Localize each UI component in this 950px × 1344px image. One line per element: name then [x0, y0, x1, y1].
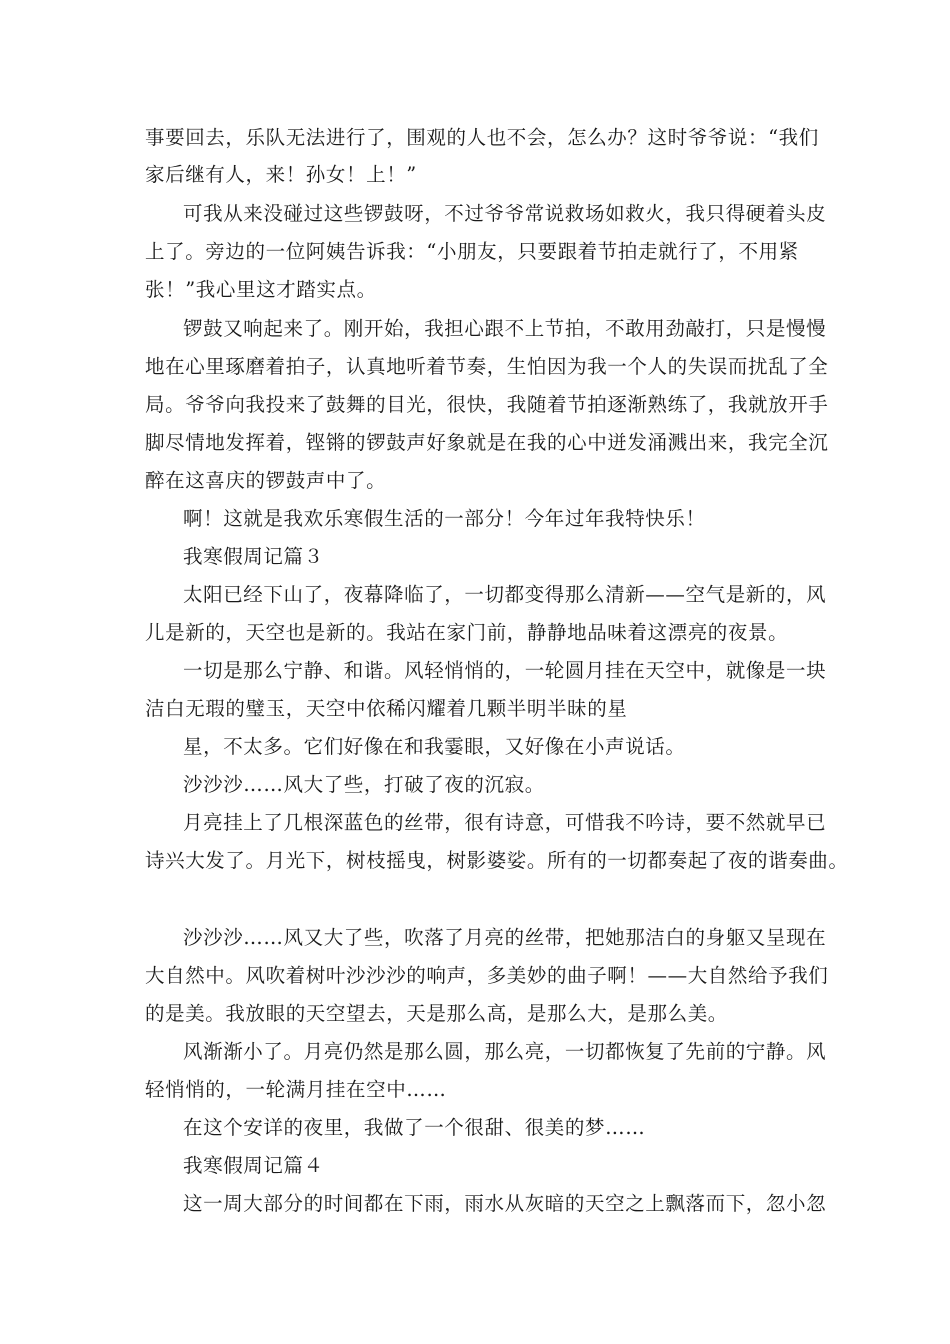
- text-line: 星，不太多。它们好像在和我霎眼，又好像在小声说话。: [183, 735, 686, 758]
- text-line: 轻悄悄的，一轮满月挂在空中……: [145, 1078, 447, 1101]
- text-line: 沙沙沙……风大了些，打破了夜的沉寂。: [183, 773, 545, 796]
- text-line: 的是美。我放眼的天空望去，天是那么高，是那么大，是那么美。: [145, 1002, 728, 1025]
- text-line: 在这个安详的夜里，我做了一个很甜、很美的梦……: [183, 1116, 646, 1139]
- text-line: 上了。旁边的一位阿姨告诉我：“小朋友，只要跟着节拍走就行了，不用紧: [145, 240, 799, 263]
- text-line: 洁白无瑕的璧玉，天空中依稀闪耀着几颗半明半昧的星: [145, 697, 628, 720]
- text-line: 脚尽情地发挥着，铿锵的锣鼓声好象就是在我的心中迸发涌溅出来，我完全沉: [145, 431, 829, 454]
- text-line: 这一周大部分的时间都在下雨，雨水从灰暗的天空之上飘落而下，忽小忽: [183, 1192, 827, 1215]
- text-line: 局。爷爷向我投来了鼓舞的目光，很快，我随着节拍逐渐熟练了，我就放开手: [145, 393, 829, 416]
- text-line: 啊！这就是我欢乐寒假生活的一部分！今年过年我特快乐！: [183, 507, 706, 530]
- text-line: 锣鼓又响起来了。刚开始，我担心跟不上节拍，不敢用劲敲打，只是慢慢: [183, 317, 827, 340]
- text-line: 风渐渐小了。月亮仍然是那么圆，那么亮，一切都恢复了先前的宁静。风: [183, 1040, 827, 1063]
- text-line: 沙沙沙……风又大了些，吹落了月亮的丝带，把她那洁白的身躯又呈现在: [183, 926, 827, 949]
- text-line: 事要回去，乐队无法进行了，围观的人也不会，怎么办？这时爷爷说：“我们: [145, 126, 819, 149]
- text-line: 大自然中。风吹着树叶沙沙沙的响声，多美妙的曲子啊！——大自然给予我们: [145, 964, 829, 987]
- text-line: 诗兴大发了。月光下，树枝摇曳，树影婆娑。所有的一切都奏起了夜的谐奏曲。: [145, 849, 849, 872]
- text-line: 月亮挂上了几根深蓝色的丝带，很有诗意，可惜我不吟诗，要不然就早已: [183, 811, 827, 834]
- text-line: 地在心里琢磨着拍子，认真地听着节奏，生怕因为我一个人的失误而扰乱了全: [145, 355, 829, 378]
- section-heading: 我寒假周记篇３: [183, 545, 324, 568]
- text-line: 一切是那么宁静、和谐。风轻悄悄的，一轮圆月挂在天空中，就像是一块: [183, 659, 827, 682]
- text-line: 家后继有人，来！孙女！上！”: [145, 163, 417, 186]
- text-line: 儿是新的，天空也是新的。我站在家门前，静静地品味着这漂亮的夜景。: [145, 621, 789, 644]
- section-heading: 我寒假周记篇４: [183, 1154, 324, 1177]
- text-line: 张！”我心里这才踏实点。: [145, 278, 377, 301]
- text-line: 太阳已经下山了，夜幕降临了，一切都变得那么清新——空气是新的，风: [183, 583, 827, 606]
- text-line: 醉在这喜庆的锣鼓声中了。: [145, 469, 387, 492]
- text-line: 可我从来没碰过这些锣鼓呀，不过爷爷常说救场如救火，我只得硬着头皮: [183, 202, 827, 225]
